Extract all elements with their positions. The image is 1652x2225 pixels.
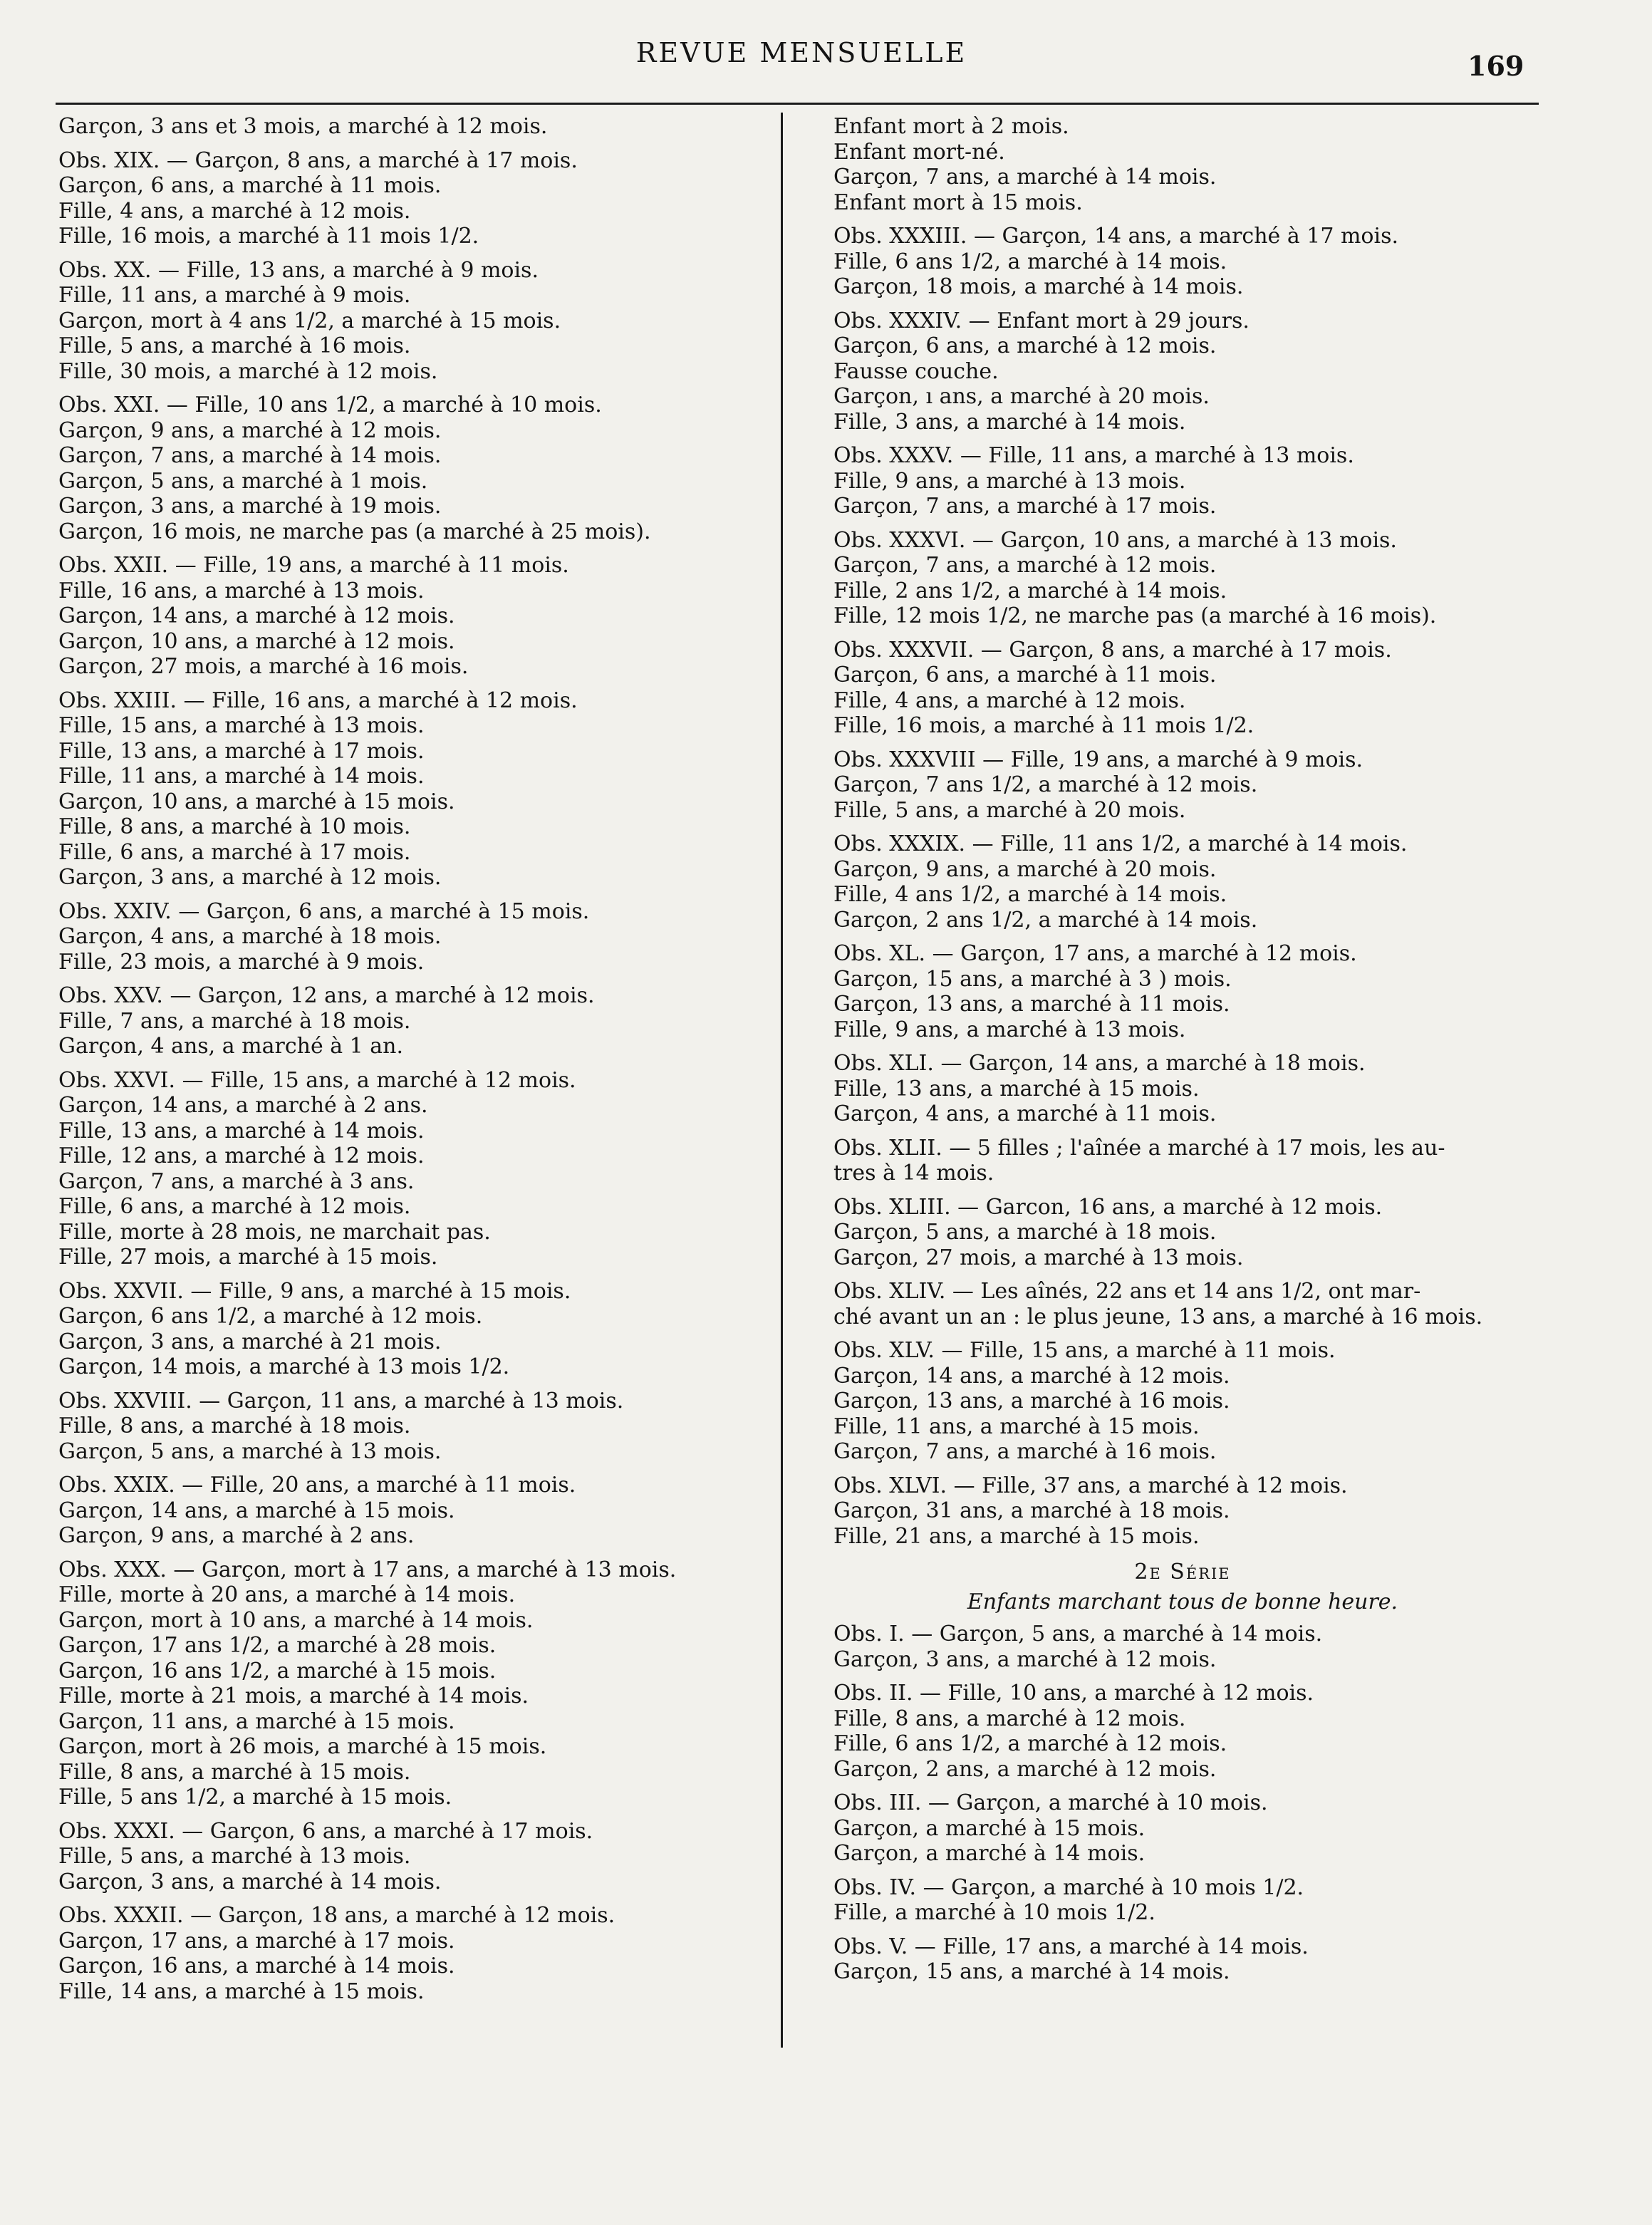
- observation-line: Obs. XXXI. — Garçon, 6 ans, a marché à 17 mois.: [58, 1818, 593, 1844]
- series-title: 2e Série: [1134, 1560, 1231, 1585]
- observation-line: Garçon, 7 ans, a marché à 3 ans.: [58, 1168, 415, 1194]
- observation-entry: [833, 224, 1532, 300]
- observation-line: Fille, 21 ans, a marché à 15 mois.: [833, 1523, 1200, 1549]
- observation-line: Obs. XXXII. — Garçon, 18 ans, a marché à 12 mois.: [58, 1903, 615, 1928]
- observation-line: Obs. XXX. — Garçon, mort à 17 ans, a marché à 13 mois.: [58, 1557, 677, 1582]
- observation-line: Obs. XXIX. — Fille, 20 ans, a marché à 11 mois.: [58, 1473, 576, 1498]
- observation-entry: [833, 941, 1532, 1042]
- observation-line: Fille, 16 mois, a marché à 11 mois 1/2.: [833, 713, 1254, 738]
- observation-line: Fausse couche.: [833, 358, 999, 384]
- observation-entry: [58, 258, 764, 385]
- series-entries: [833, 1622, 1532, 1985]
- observation-line: Obs. XXXVIII — Fille, 19 ans, a marché à 9 mois.: [833, 747, 1363, 772]
- observation-line: Garçon, 3 ans, a marché à 21 mois.: [58, 1329, 442, 1354]
- observation-line: Garçon, 7 ans 1/2, a marché à 12 mois.: [833, 772, 1258, 797]
- observation-entry: [58, 983, 764, 1059]
- observation-line: Garçon, 7 ans, a marché à 12 mois.: [833, 553, 1217, 578]
- observation-line: Obs. V. — Fille, 17 ans, a marché à 14 mois.: [833, 1934, 1309, 1959]
- observation-line: Garçon, 5 ans, a marché à 1 mois.: [58, 468, 428, 494]
- observation-line: Obs. XXV. — Garçon, 12 ans, a marché à 12 mois.: [58, 983, 595, 1008]
- observation-line: Fille, 11 ans, a marché à 9 mois.: [58, 283, 411, 308]
- observation-line: Garçon, 5 ans, a marché à 18 mois.: [833, 1220, 1217, 1245]
- observation-line: Fille, 13 ans, a marché à 14 mois.: [58, 1118, 425, 1143]
- observation-entry: [833, 1875, 1532, 1926]
- observation-line: Fille, 11 ans, a marché à 14 mois.: [58, 764, 425, 789]
- observation-line: Obs. XXXIII. — Garçon, 14 ans, a marché à 17 mois.: [833, 224, 1399, 249]
- observation-line: Garçon, 5 ans, a marché à 13 mois.: [58, 1438, 442, 1464]
- observation-line: Garçon, 2 ans, a marché à 12 mois.: [833, 1756, 1217, 1782]
- observation-line: Fille, 9 ans, a marché à 13 mois.: [833, 1017, 1186, 1042]
- observation-line: Fille, 6 ans, a marché à 12 mois.: [58, 1194, 411, 1219]
- observation-entry: [58, 393, 764, 544]
- observation-line: Garçon, 6 ans, a marché à 12 mois.: [833, 333, 1217, 358]
- observation-entry: [58, 1279, 764, 1380]
- observation-line: Garçon, 9 ans, a marché à 2 ans.: [58, 1523, 415, 1548]
- observation-entry: [58, 553, 764, 680]
- observation-entry: [58, 688, 764, 891]
- observation-line: Garçon, 16 mois, ne marche pas (a marché à 25 mois).: [58, 519, 651, 544]
- observation-line: Garçon, 10 ans, a marché à 12 mois.: [58, 628, 455, 654]
- observation-line: Garçon, 16 ans 1/2, a marché à 15 mois.: [58, 1658, 497, 1684]
- header-rule: [56, 103, 1539, 105]
- observation-line: Fille, 16 mois, a marché à 11 mois 1/2.: [58, 224, 479, 249]
- observation-line: Garçon, 3 ans, a marché à 12 mois.: [833, 1646, 1217, 1672]
- observation-line: Garçon, 27 mois, a marché à 16 mois.: [58, 654, 469, 679]
- observation-line: Garçon, 14 ans, a marché à 12 mois.: [58, 603, 455, 628]
- running-title: REVUE MENSUELLE: [635, 37, 967, 68]
- observation-entry: [833, 528, 1532, 629]
- observation-line: Obs. IV. — Garçon, a marché à 10 mois 1/2.: [833, 1874, 1304, 1900]
- observation-line: Obs. XXVII. — Fille, 9 ans, a marché à 15 mois.: [58, 1278, 571, 1304]
- observation-line: ché avant un an : le plus jeune, 13 ans, a marché à 16 mois.: [833, 1304, 1483, 1329]
- observation-line: Garçon, 6 ans 1/2, a marché à 12 mois.: [58, 1304, 483, 1329]
- observation-line: Garçon, 3 ans, a marché à 12 mois.: [58, 865, 442, 890]
- observation-line: Obs. XLII. — 5 filles ; l'aînée a marché à 17 mois, les au-: [833, 1135, 1445, 1161]
- observation-line: Garçon, 18 mois, a marché à 14 mois.: [833, 274, 1244, 299]
- observation-line: Garçon, 7 ans, a marché à 14 mois.: [58, 443, 442, 468]
- observation-entry: [833, 1473, 1532, 1550]
- observation-line: Fille, 13 ans, a marché à 15 mois.: [833, 1076, 1200, 1101]
- observation-line: Obs. XXIII. — Fille, 16 ans, a marché à 12 mois.: [58, 688, 578, 713]
- observation-line: Fille, 15 ans, a marché à 13 mois.: [58, 713, 425, 738]
- observation-line: Fille, 12 mois 1/2, ne marche pas (a marché à 16 mois).: [833, 603, 1437, 628]
- observation-entry: [58, 1473, 764, 1549]
- observation-line: Obs. XXVI. — Fille, 15 ans, a marché à 12 mois.: [58, 1067, 576, 1093]
- observation-line: Fille, a marché à 10 mois 1/2.: [833, 1900, 1155, 1925]
- observation-line: Garçon, 3 ans et 3 mois, a marché à 12 mois.: [58, 114, 548, 139]
- observation-line: Fille, 6 ans, a marché à 17 mois.: [58, 839, 411, 865]
- observation-line: Fille, 6 ans 1/2, a marché à 12 mois.: [833, 1731, 1227, 1756]
- observation-line: Obs. III. — Garçon, a marché à 10 mois.: [833, 1790, 1268, 1815]
- observation-entry: [833, 1934, 1532, 1985]
- observation-entry: [833, 1622, 1532, 1672]
- observation-line: Garçon, 3 ans, a marché à 19 mois.: [58, 494, 442, 519]
- observation-line: Fille, 4 ans, a marché à 12 mois.: [833, 688, 1186, 713]
- observation-line: Garçon, 14 ans, a marché à 15 mois.: [58, 1498, 455, 1523]
- left-column: [58, 114, 764, 2013]
- observation-line: Fille, 30 mois, a marché à 12 mois.: [58, 358, 438, 384]
- observation-line: Garçon, 7 ans, a marché à 16 mois.: [833, 1439, 1217, 1464]
- observation-line: Garçon, 10 ans, a marché à 15 mois.: [58, 789, 455, 814]
- observation-line: Obs. XL. — Garçon, 17 ans, a marché à 12 mois.: [833, 941, 1357, 966]
- observation-line: Obs. XLIV. — Les aînés, 22 ans et 14 ans 1/2, ont mar-: [833, 1279, 1421, 1304]
- observation-line: Obs. XXII. — Fille, 19 ans, a marché à 11 mois.: [58, 553, 569, 578]
- observation-line: Obs. II. — Fille, 10 ans, a marché à 12 mois.: [833, 1681, 1314, 1706]
- observation-line: Fille, 27 mois, a marché à 15 mois.: [58, 1245, 438, 1270]
- observation-entry: [58, 1068, 764, 1270]
- observation-entry: [58, 114, 764, 140]
- observation-entry: [833, 747, 1532, 824]
- observation-line: Fille, 7 ans, a marché à 18 mois.: [58, 1008, 411, 1034]
- observation-entry: [58, 1557, 764, 1810]
- observation-line: Garçon, 4 ans, a marché à 1 an.: [58, 1034, 404, 1059]
- observation-entry: [833, 443, 1532, 519]
- observation-line: Garçon, ı ans, a marché à 20 mois.: [833, 384, 1210, 409]
- observation-line: Obs. XXIV. — Garçon, 6 ans, a marché à 15 mois.: [58, 898, 590, 924]
- observation-line: Fille, 5 ans 1/2, a marché à 15 mois.: [58, 1785, 452, 1810]
- observation-line: Obs. XXXIX. — Fille, 11 ans 1/2, a marché à 14 mois.: [833, 831, 1408, 856]
- observation-line: Fille, 5 ans, a marché à 13 mois.: [58, 1844, 411, 1869]
- observation-line: Enfant mort à 15 mois.: [833, 190, 1083, 215]
- observation-line: Obs. XX. — Fille, 13 ans, a marché à 9 mois.: [58, 257, 539, 283]
- observation-entry: [833, 1681, 1532, 1782]
- series-heading: [833, 1557, 1532, 1617]
- observation-line: Obs. XXXVI. — Garçon, 10 ans, a marché à 13 mois.: [833, 527, 1397, 553]
- observation-line: Obs. XLIII. — Garcon, 16 ans, a marché à 12 mois.: [833, 1194, 1383, 1220]
- observation-line: Fille, 23 mois, a marché à 9 mois.: [58, 949, 425, 975]
- observation-line: Obs. XXI. — Fille, 10 ans 1/2, a marché à 10 mois.: [58, 393, 602, 417]
- observation-line: Fille, 8 ans, a marché à 12 mois.: [833, 1706, 1186, 1731]
- observation-line: Garçon, 17 ans 1/2, a marché à 28 mois.: [58, 1633, 497, 1658]
- observation-line: Fille, 9 ans, a marché à 13 mois.: [833, 468, 1186, 494]
- observation-line: Fille, morte à 21 mois, a marché à 14 mois.: [58, 1684, 529, 1708]
- observation-line: Fille, 8 ans, a marché à 15 mois.: [58, 1759, 411, 1785]
- observation-entry: [833, 1195, 1532, 1271]
- observation-line: Fille, 6 ans 1/2, a marché à 14 mois.: [833, 249, 1227, 274]
- observation-line: Fille, 11 ans, a marché à 15 mois.: [833, 1414, 1200, 1439]
- observation-entry: [58, 148, 764, 249]
- observation-entry: [833, 308, 1532, 435]
- observation-entry: [833, 1790, 1532, 1867]
- observation-line: Garçon, mort à 26 mois, a marché à 15 mois.: [58, 1734, 547, 1759]
- observation-entry: [833, 831, 1532, 933]
- observation-line: Garçon, 14 ans, a marché à 2 ans.: [58, 1093, 428, 1118]
- observation-line: Garçon, 6 ans, a marché à 11 mois.: [58, 173, 442, 198]
- observation-line: Enfant mort à 2 mois.: [833, 114, 1069, 139]
- observation-line: Garçon, 6 ans, a marché à 11 mois.: [833, 663, 1217, 688]
- series-subtitle: Enfants marchant tous de bonne heure.: [967, 1589, 1398, 1614]
- observation-line: Garçon, 9 ans, a marché à 20 mois.: [833, 856, 1217, 882]
- observation-entry: [58, 1903, 764, 2004]
- observation-line: Garçon, 27 mois, a marché à 13 mois.: [833, 1245, 1244, 1270]
- observation-line: Garçon, 11 ans, a marché à 15 mois.: [58, 1708, 455, 1734]
- observation-line: Garçon, a marché à 14 mois.: [833, 1841, 1146, 1866]
- observation-entry: [58, 1389, 764, 1465]
- observation-line: Garçon, 9 ans, a marché à 12 mois.: [58, 417, 442, 443]
- observation-line: Garçon, 15 ans, a marché à 3 ) mois.: [833, 966, 1232, 992]
- observation-line: Garçon, 15 ans, a marché à 14 mois.: [833, 1959, 1230, 1984]
- observation-line: Obs. XLVI. — Fille, 37 ans, a marché à 12 mois.: [833, 1473, 1348, 1498]
- observation-line: Fille, 8 ans, a marché à 18 mois.: [58, 1414, 411, 1438]
- observation-line: Garçon, 13 ans, a marché à 16 mois.: [833, 1389, 1230, 1414]
- observation-line: Garçon, 7 ans, a marché à 17 mois.: [833, 494, 1217, 519]
- observation-entry: [58, 1819, 764, 1895]
- column-divider: [781, 113, 783, 2048]
- observation-line: Garçon, 7 ans, a marché à 14 mois.: [833, 165, 1217, 190]
- observation-line: Fille, 16 ans, a marché à 13 mois.: [58, 578, 425, 603]
- right-column: [833, 114, 1532, 1993]
- observation-line: Obs. XXXV. — Fille, 11 ans, a marché à 13 mois.: [833, 443, 1354, 468]
- observation-line: Garçon, 13 ans, a marché à 11 mois.: [833, 992, 1230, 1017]
- observation-line: Garçon, 4 ans, a marché à 11 mois.: [833, 1101, 1217, 1126]
- observation-line: Fille, morte à 20 ans, a marché à 14 mois.: [58, 1582, 516, 1607]
- observation-line: Obs. XXXIV. — Enfant mort à 29 jours.: [833, 308, 1250, 333]
- observation-line: Garçon, mort à 4 ans 1/2, a marché à 15 mois.: [58, 308, 561, 333]
- observation-line: Fille, morte à 28 mois, ne marchait pas.: [58, 1219, 491, 1245]
- observation-line: Garçon, 31 ans, a marché à 18 mois.: [833, 1498, 1230, 1523]
- observation-line: Garçon, mort à 10 ans, a marché à 14 mois.: [58, 1607, 534, 1633]
- observation-line: Fille, 4 ans 1/2, a marché à 14 mois.: [833, 882, 1227, 907]
- observation-line: Garçon, 2 ans 1/2, a marché à 14 mois.: [833, 907, 1258, 933]
- observation-entry: [58, 899, 764, 975]
- observation-line: Garçon, 14 mois, a marché à 13 mois 1/2.: [58, 1354, 510, 1379]
- observation-line: Enfant mort-né.: [833, 139, 1005, 165]
- observation-line: Fille, 14 ans, a marché à 15 mois.: [58, 1978, 425, 2004]
- observation-entry: [833, 1338, 1532, 1465]
- observation-line: Obs. XLI. — Garçon, 14 ans, a marché à 18 mois.: [833, 1051, 1366, 1076]
- page-number: 169: [1467, 50, 1524, 82]
- observation-line: Fille, 12 ans, a marché à 12 mois.: [58, 1143, 425, 1168]
- observation-line: Obs. XLV. — Fille, 15 ans, a marché à 11 mois.: [833, 1338, 1336, 1363]
- right-column-entries: [833, 114, 1532, 1549]
- observation-line: Garçon, 17 ans, a marché à 17 mois.: [58, 1928, 455, 1954]
- observation-line: Garçon, 16 ans, a marché à 14 mois.: [58, 1954, 455, 1978]
- observation-line: Fille, 13 ans, a marché à 17 mois.: [58, 738, 425, 764]
- observation-line: Fille, 8 ans, a marché à 10 mois.: [58, 814, 411, 839]
- observation-line: Fille, 5 ans, a marché à 16 mois.: [58, 333, 411, 358]
- observation-line: Garçon, 4 ans, a marché à 18 mois.: [58, 924, 442, 949]
- observation-line: Fille, 5 ans, a marché à 20 mois.: [833, 797, 1186, 823]
- observation-line: Obs. XXXVII. — Garçon, 8 ans, a marché à 17 mois.: [833, 637, 1392, 663]
- observation-entry: [833, 114, 1532, 215]
- observation-line: Obs. XIX. — Garçon, 8 ans, a marché à 17 mois.: [58, 147, 578, 173]
- observation-entry: [833, 1136, 1532, 1186]
- observation-line: tres à 14 mois.: [833, 1161, 994, 1186]
- observation-entry: [833, 1279, 1532, 1329]
- observation-line: Obs. XXVIII. — Garçon, 11 ans, a marché à 13 mois.: [58, 1388, 624, 1414]
- observation-line: Fille, 4 ans, a marché à 12 mois.: [58, 198, 411, 224]
- observation-line: Garçon, 14 ans, a marché à 12 mois.: [833, 1363, 1230, 1389]
- observation-entry: [833, 638, 1532, 739]
- observation-line: Garçon, a marché à 15 mois.: [833, 1815, 1146, 1841]
- observation-line: Garçon, 3 ans, a marché à 14 mois.: [58, 1869, 442, 1894]
- observation-entry: [833, 1051, 1532, 1127]
- page-header: [0, 37, 1652, 80]
- observation-line: Fille, 2 ans 1/2, a marché à 14 mois.: [833, 578, 1227, 603]
- observation-line: Obs. I. — Garçon, 5 ans, a marché à 14 mois.: [833, 1622, 1323, 1646]
- observation-line: Fille, 3 ans, a marché à 14 mois.: [833, 409, 1186, 435]
